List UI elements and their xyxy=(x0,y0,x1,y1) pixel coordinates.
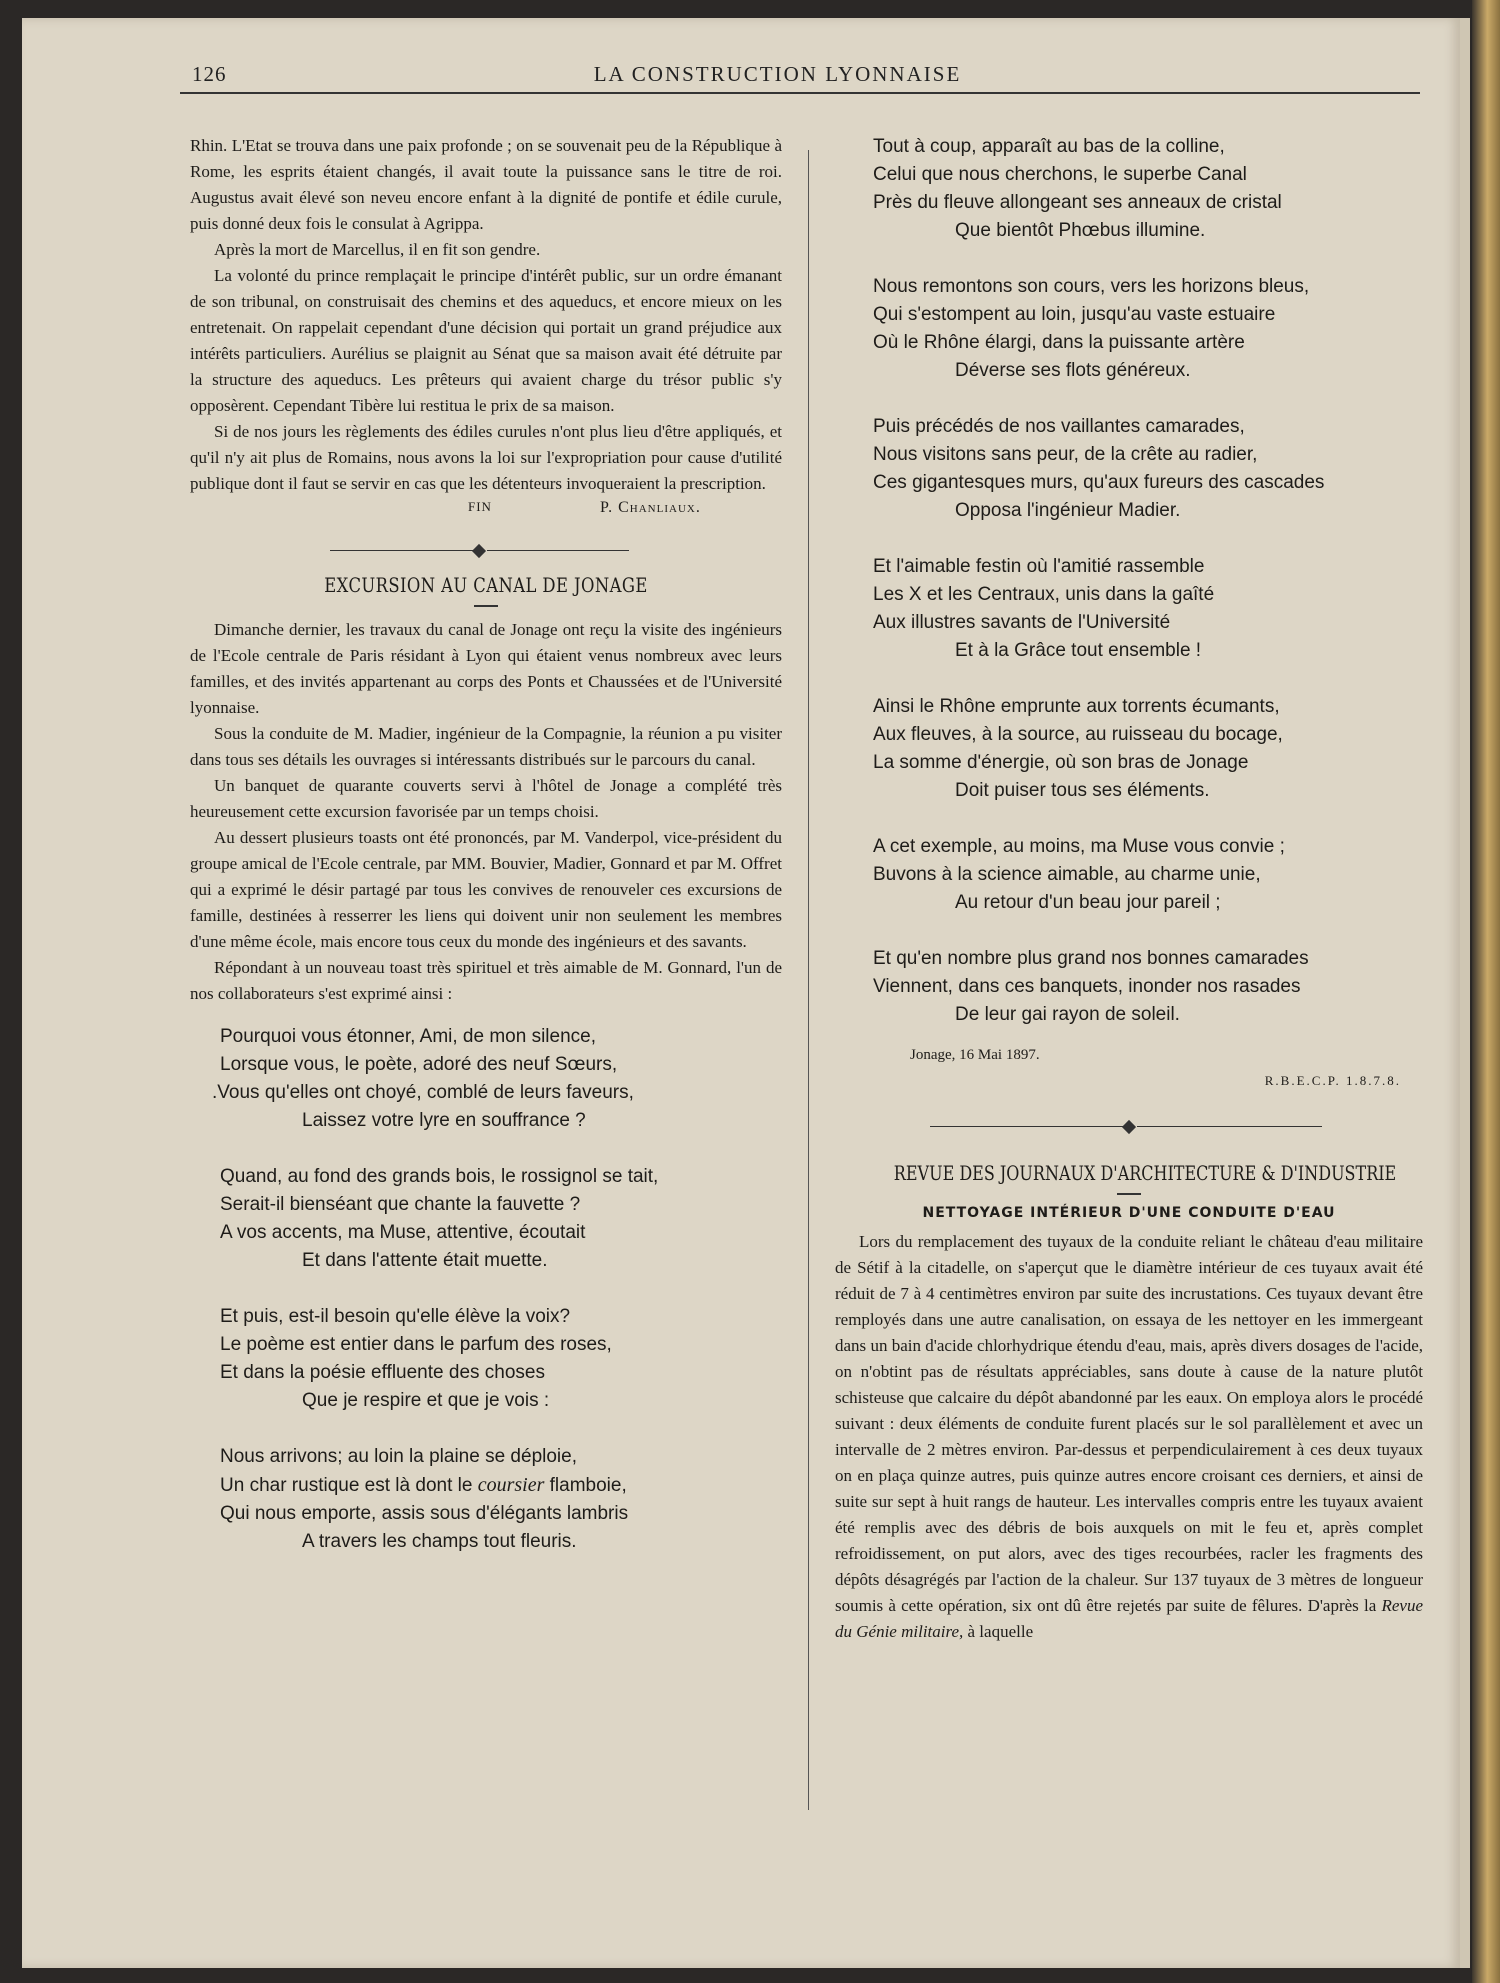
verse-line: Celui que nous cherchons, le superbe Canal xyxy=(873,164,1247,185)
verse-fragment: flamboie, xyxy=(549,1475,627,1496)
verse-line: Lorsque vous, le poète, adoré des neuf Sœurs, xyxy=(220,1054,618,1075)
left-column xyxy=(190,133,782,1584)
verse-line: Le poème est entier dans le parfum des roses, xyxy=(220,1334,612,1355)
verse-line: Buvons à la science aimable, au charme unie, xyxy=(873,864,1261,885)
verse-line: Pourquoi vous étonner, Ami, de mon silence, xyxy=(220,1026,597,1047)
section-separator xyxy=(835,1113,1423,1141)
review-text: Lors du remplacement des tuyaux de la conduite reliant le château d'eau militaire de Sétif à la citadelle, on s'aperçut que le diamètre intérieur de ces tuyaux avait été réduit de 7 à 4 centimètres environ par suite des incrustations. Ces tuyaux devant être remployés dans une autre canalisation, on essaya de les nettoyer en les immergeant dans un bain d'acide chlorhydrique étendu d'eau, mais, après divers dosages de l'acide, on n'obtint pas de résultats appréciables, sans doute à cause de la nature plutôt schisteuse que calcaire du dépôt abandonné par les eaux. On employa alors le procédé suivant : deux éléments de conduite furent placés sur le sol parallèlement et avec un intervalle de 2 mètres environ. Par-dessus et perpendiculairement à ces deux tuyaux on en plaça quinze autres, puis quinze autres encore croisant ces derniers, et ainsi de suite sur sept à huit rangs de hauteur. Les intervalles compris entre les tuyaux avaient été remplis avec des débris de bois auxquels on mit le feu et, après complet refroidissement, on put alors, avec des tiges recourbées, racler les fragments des dépôts désagrégés par l'action de la chaleur. Sur 137 tuyaux de 3 mètres de longueur soumis à cette opération, six ont dû être rejetés par suite de fêlures. D'après la xyxy=(835,1232,1423,1615)
paragraph: Répondant à un nouveau toast très spirituel et très aimable de M. Gonnard, l'un de nos collaborateurs s'est exprimé ainsi : xyxy=(190,958,782,1003)
article-end xyxy=(190,133,782,497)
verse-line: Au retour d'un beau jour pareil ; xyxy=(955,892,1221,913)
journal-title: LA CONSTRUCTION LYONNAISE xyxy=(593,62,962,86)
excursion-title: EXCURSION AU CANAL DE JONAGE xyxy=(324,573,648,597)
page-number: 126 xyxy=(192,62,227,86)
paragraph xyxy=(835,1229,1423,1645)
poem-part-2 xyxy=(873,133,1423,1029)
paragraph: Au dessert plusieurs toasts ont été prononcés, par M. Vanderpol, vice-président du groupe amical de l'Ecole centrale, par MM. Bouvier, Madier, Gonnard et par M. Offret qui a exprimé le désir partagé par tous les convives de renouveler ces excursions de famille, destinées à resserrer les liens qui doivent unir non seulement les membres d'une même école, mais encore tous ceux du monde des ingénieurs et des savants. xyxy=(190,828,782,951)
verse-line: Que je respire et que je vois : xyxy=(302,1390,550,1411)
verse-line: Tout à coup, apparaît au bas de la colline, xyxy=(873,136,1225,157)
verse-line: Ainsi le Rhône emprunte aux torrents écumants, xyxy=(873,696,1280,717)
verse-line: Et à la Grâce tout ensemble ! xyxy=(955,640,1202,661)
stanza xyxy=(873,945,1423,1029)
verse-line: Et l'aimable festin où l'amitié rassemble xyxy=(873,556,1205,577)
header-rule xyxy=(180,92,1420,94)
poem-part-1 xyxy=(212,1023,782,1556)
verse-line: Aux illustres savants de l'Université xyxy=(873,612,1171,633)
review-section-title: REVUE DES JOURNAUX D'ARCHITECTURE & D'INDUSTRIE xyxy=(893,1161,1397,1185)
verse-line: La somme d'énergie, où son bras de Jonage xyxy=(873,752,1249,773)
stanza xyxy=(873,693,1423,805)
review-article-title: NETTOYAGE INTÉRIEUR D'UNE CONDUITE D'EAU xyxy=(922,1205,1336,1221)
verse-line: Puis précédés de nos vaillantes camarades, xyxy=(873,416,1245,437)
verse-line: Quand, au fond des grands bois, le rossignol se tait, xyxy=(220,1166,659,1187)
verse-line: Aux fleuves, à la source, au ruisseau du bocage, xyxy=(873,724,1283,745)
paragraph: Après la mort de Marcellus, il en fit son gendre. xyxy=(214,240,541,259)
stanza xyxy=(873,133,1423,245)
title-rule xyxy=(474,605,498,607)
excursion-article xyxy=(190,617,782,1007)
review-text: à laquelle xyxy=(967,1622,1034,1641)
verse-italic: coursier xyxy=(477,1474,545,1496)
verse-line: Et qu'en nombre plus grand nos bonnes camarades xyxy=(873,948,1309,969)
stanza xyxy=(220,1303,782,1415)
verse-line: Que bientôt Phœbus illumine. xyxy=(955,220,1206,241)
verse-line: Viennent, dans ces banquets, inonder nos rasades xyxy=(873,976,1301,997)
verse-line: A travers les champs tout fleuris. xyxy=(302,1531,577,1552)
stanza xyxy=(873,833,1423,917)
verse-line: Laissez votre lyre en souffrance ? xyxy=(302,1110,586,1131)
author-name: P. Chanliaux. xyxy=(600,499,701,516)
paragraph: La volonté du prince remplaçait le principe d'intérêt public, sur un ordre émanant de son tribunal, on construisait des chemins et des aqueducs, et encore mieux on les entretenait. On rappelait cependant d'une décision qui portait un grand préjudice aux intérêts particuliers. Aurélius se plaignit au Sénat que sa maison avait été détruite par la structure des aqueducs. Les prêteurs qui avaient charge du trésor public s'y opposèrent. Cependant Tibère lui restitua le prix de sa maison. xyxy=(190,266,782,415)
verse-line xyxy=(220,1471,782,1500)
verse-line: Les X et les Centraux, unis dans la gaîté xyxy=(873,584,1215,605)
verse-line: A vos accents, ma Muse, attentive, écoutait xyxy=(220,1222,586,1243)
stanza xyxy=(873,413,1423,525)
paragraph: Un banquet de quarante couverts servi à l'hôtel de Jonage a complété très heureusement cette excursion favorisée par un temps choisi. xyxy=(190,776,782,821)
paragraph: Dimanche dernier, les travaux du canal de Jonage ont reçu la visite des ingénieurs de l'Ecole centrale de Paris résidant à Lyon qui étaient venus nombreux avec leurs familles, et des invités appartenant au corps des Ponts et Chaussées et de l'Université lyonnaise. xyxy=(190,620,782,717)
stanza xyxy=(220,1163,782,1275)
verse-line: Nous arrivons; au loin la plaine se déploie, xyxy=(220,1446,577,1467)
verse-line: Doit puiser tous ses éléments. xyxy=(955,780,1210,801)
signature-line xyxy=(190,499,782,525)
poem-dateline: Jonage, 16 Mai 1897. xyxy=(910,1047,1040,1063)
paragraph: Sous la conduite de M. Madier, ingénieur de la Compagnie, la réunion a pu visiter dans tous ses détails les ouvrages si intéressants distribués sur le parcours du canal. xyxy=(190,724,782,769)
book-spine xyxy=(1472,0,1500,1983)
verse-line: Opposa l'ingénieur Madier. xyxy=(955,500,1181,521)
verse-line: Près du fleuve allongeant ses anneaux de cristal xyxy=(873,192,1282,213)
paragraph: Rhin. L'Etat se trouva dans une paix profonde ; on se souvenait peu de la République à Rome, les esprits étaient changés, il avait toute la puissance sans le titre de roi. Augustus avait élevé son neveu encore enfant à la dignité de pontife et édile curule, puis donné deux fois le consulat à Agrippa. xyxy=(190,136,782,233)
poem-initials: R.B.E.C.P. 1.8.7.8. xyxy=(1264,1073,1401,1088)
verse-line: Où le Rhône élargi, dans la puissante artère xyxy=(873,332,1245,353)
verse-fragment: Un char rustique est là dont le xyxy=(220,1475,473,1496)
review-source: Revue du Génie militaire, xyxy=(835,1596,1423,1641)
verse-line: Qui s'estompent au loin, jusqu'au vaste estuaire xyxy=(873,304,1276,325)
title-rule xyxy=(1117,1193,1141,1195)
section-separator xyxy=(190,537,782,565)
verse-line: Ces gigantesques murs, qu'aux fureurs des cascades xyxy=(873,472,1325,493)
stanza xyxy=(220,1443,782,1556)
verse-line: De leur gai rayon de soleil. xyxy=(955,1004,1180,1025)
verse-line: Nous remontons son cours, vers les horizons bleus, xyxy=(873,276,1310,297)
stanza xyxy=(873,273,1423,385)
verse-line: Serait-il bienséant que chante la fauvette ? xyxy=(220,1194,581,1215)
verse-line: Qui nous emporte, assis sous d'élégants lambris xyxy=(220,1503,629,1524)
review-article xyxy=(835,1229,1423,1645)
stanza xyxy=(212,1023,782,1135)
verse-line: Et dans la poésie effluente des choses xyxy=(220,1362,545,1383)
column-divider xyxy=(808,150,809,1810)
verse-line: .Vous qu'elles ont choyé, comblé de leurs faveurs, xyxy=(212,1082,634,1103)
right-column xyxy=(835,133,1423,1645)
verse-line: Et puis, est-il besoin qu'elle élève la voix? xyxy=(220,1306,571,1327)
verse-line: Déverse ses flots généreux. xyxy=(955,360,1191,381)
paragraph: Si de nos jours les règlements des édiles curules n'ont plus lieu d'être appliqués, et qu'il n'y ait plus de Romains, nous avons la loi sur l'expropriation pour cause d'utilité publique dont il faut se servir en cas que les détenteurs invoqueraient la prescription. xyxy=(190,422,782,493)
verse-line: A cet exemple, au moins, ma Muse vous convie ; xyxy=(873,836,1285,857)
fin-mark: FIN xyxy=(468,499,492,514)
verse-line: Et dans l'attente était muette. xyxy=(302,1250,548,1271)
stanza xyxy=(873,553,1423,665)
verse-line: Nous visitons sans peur, de la crête au radier, xyxy=(873,444,1258,465)
